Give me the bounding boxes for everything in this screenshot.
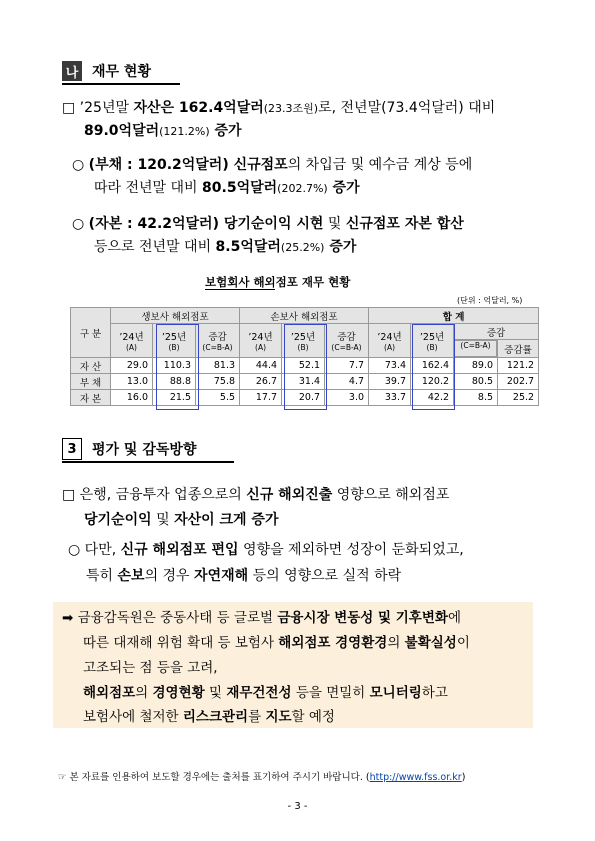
paragraph-line: 당기순이익 및 자산이 크게 증가 [84,512,279,528]
fss-link[interactable]: http://www.fss.or.kr [369,772,462,783]
section-heading-evaluation [62,438,196,460]
column-header: 증감 (C=B-A) [196,324,240,358]
callout-line: ➡ 금융감독원은 중동사태 등 글로벌 금융시장 변동성 및 기후변화에 [62,610,461,626]
column-header: ’25년 (B) [411,324,454,358]
column-header: 증감률 [498,340,539,358]
column-header: ’24년 (A) [111,324,153,358]
table-unit: (단위 : 억달러, %) [457,296,523,305]
paragraph-line: □ 은행, 금융투자 업종으로의 신규 해외진출 영향으로 해외점포 [62,487,450,503]
column-header: 증감 [454,324,539,340]
arrow-icon: ➡ [62,610,74,626]
column-header: ’24년 (A) [369,324,411,358]
paragraph-line: 따라 전년말 대비 80.5억달러(202.7%) 증가 [94,180,360,196]
highlight-box [284,324,327,410]
section-badge: 3 [62,438,82,460]
paragraph-line: ○ 다만, 신규 해외점포 편입 영향을 제외하면 성장이 둔화되었고, [68,542,464,558]
paragraph-line: 특히 손보의 경우 자연재해 등의 영향으로 실적 하락 [86,568,402,584]
group-header: 합 계 [369,308,539,324]
section-underline [62,83,180,85]
row-header: 구 분 [71,308,111,358]
caption-underline [205,289,275,290]
paragraph-line: 등으로 전년말 대비 8.5억달러(25.2%) 증가 [94,239,357,255]
section-badge: 나 [62,61,82,81]
callout-line: 따른 대재해 위험 확대 등 보험사 해외점포 경영환경의 불확실성이 [83,635,470,651]
table-caption: 보험회사 해외점포 재무 현황 [205,275,351,289]
column-header: 증감 (C=B-A) [325,324,369,358]
table-row: 자 산 29.0 110.3 81.3 44.4 52.1 7.7 73.4 162.4 89.0 121.2 [71,358,539,374]
paragraph-line: 89.0억달러(121.2%) 증가 [84,123,242,139]
paragraph-line: □ ’25년말 자산은 162.4억달러(23.3조원)로, 전년말(73.4억달러) 대비 [62,100,496,116]
callout-line: 고조되는 점 등을 고려, [83,660,218,676]
section-title: 재무 현황 [92,64,151,80]
page-number: - 3 - [287,801,308,812]
section-heading-finance [62,61,151,81]
column-header: ’24년 (A) [240,324,282,358]
column-header: (C=B-A) [454,340,497,357]
section-underline [62,461,234,463]
section-title: 평가 및 감독방향 [92,442,197,458]
group-header: 손보사 해외점포 [240,308,369,324]
highlight-box [412,324,455,410]
table-row: 부 채 13.0 88.8 75.8 26.7 31.4 4.7 39.7 120.2 80.5 202.7 [71,374,539,390]
group-header: 생보사 해외점포 [111,308,240,324]
callout-line: 보험사에 철저한 리스크관리를 지도할 예정 [83,709,335,725]
footer-notice: ☞ 본 자료를 인용하여 보도할 경우에는 출처를 표기하여 주시기 바랍니다. (http://www.fss.or.kr) [58,772,466,783]
column-header: ’25년 (B) [153,324,196,358]
callout-line: 해외점포의 경영현황 및 재무건전성 등을 면밀히 모니터링하고 [83,685,448,701]
pointing-hand-icon: ☞ [58,772,67,783]
paragraph-line: ○ (부채 : 120.2억달러) 신규점포의 차입금 및 예수금 계상 등에 [72,157,473,173]
column-header: ’25년 (B) [282,324,325,358]
paragraph-line: ○ (자본 : 42.2억달러) 당기순이익 시현 및 신규점포 자본 합산 [72,216,464,232]
highlight-box [156,324,199,410]
table-row: 자 본 16.0 21.5 5.5 17.7 20.7 3.0 33.7 42.2 8.5 25.2 [71,390,539,406]
